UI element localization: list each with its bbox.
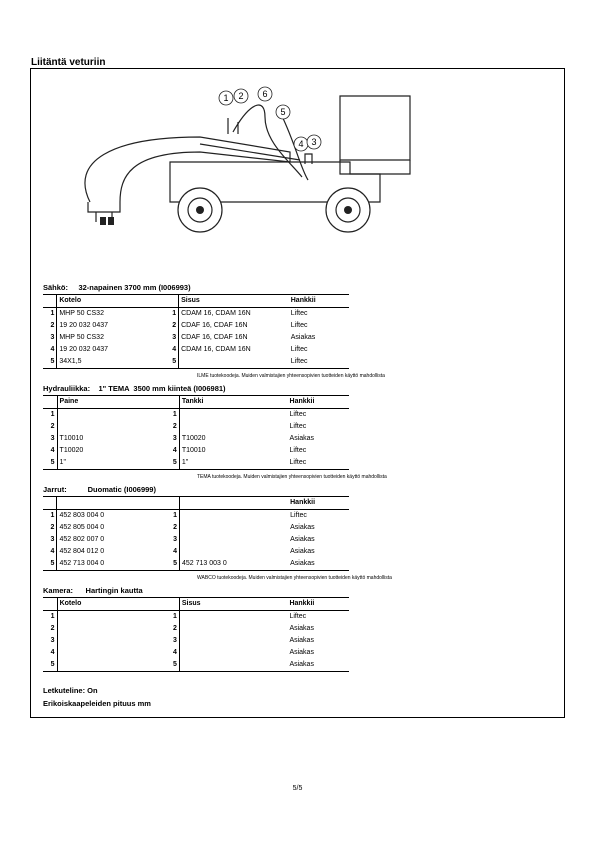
table-jarrut — [43, 496, 349, 571]
cell: CDAM 16, CDAM 16N — [179, 308, 289, 321]
section-spec: 32-napainen 3700 mm (I006993) — [78, 283, 191, 292]
cell: Asiakas — [287, 659, 349, 672]
table-row — [43, 623, 349, 635]
cell: CDAF 16, CDAF 16N — [179, 320, 289, 332]
section-hydrauliikka — [43, 384, 226, 393]
cell: MHP 50 CS32 — [57, 332, 165, 344]
cell: 1" — [179, 457, 287, 470]
cell — [57, 623, 165, 635]
callout-6: 6 — [262, 89, 268, 99]
cell: Liftec — [289, 447, 307, 454]
table-row — [43, 445, 349, 457]
table-row — [43, 433, 349, 445]
cell: Liftec — [290, 346, 308, 353]
page-title: Liitäntä veturiin — [31, 57, 106, 68]
row-number: 2 — [50, 625, 55, 632]
row-number: 3 — [172, 334, 177, 341]
callout-1: 1 — [223, 93, 229, 103]
table-row — [43, 534, 349, 546]
cell — [57, 647, 165, 659]
cell: 452 804 012 0 — [57, 546, 166, 558]
row-number: 2 — [172, 423, 177, 430]
row-number: 4 — [50, 346, 55, 353]
page-number: 5/5 — [292, 785, 303, 792]
table-row — [43, 421, 349, 433]
cell: 452 805 004 0 — [57, 522, 166, 534]
cell: 452 803 004 0 — [57, 510, 166, 523]
section-spec: 1" TEMA 3500 mm kiinteä (I006981) — [98, 384, 226, 393]
cell: Liftec — [290, 322, 308, 329]
table-row — [43, 457, 349, 470]
table-note: WABCO tuotekoodeja. Muiden valmistajien yhteensopivien tuotteiden käyttö mahdollista — [197, 575, 392, 581]
row-number: 3 — [173, 536, 177, 543]
cell: Liftec — [289, 423, 307, 430]
row-number: 5 — [43, 659, 57, 672]
letkuteline-text: Letkuteline: On — [43, 686, 98, 695]
cell: Liftec — [290, 310, 308, 317]
cell: Liftec — [289, 613, 307, 620]
cell: 452 713 003 0 — [180, 558, 289, 571]
row-number: 1 — [50, 512, 55, 519]
cell: 34X1,5 — [57, 356, 165, 369]
header-col2: Sisus — [179, 295, 289, 308]
cell: Asiakas — [289, 625, 314, 632]
cell — [180, 546, 289, 558]
row-number: 4 — [173, 548, 177, 555]
row-number: 3 — [172, 637, 177, 644]
row-number: 1 — [172, 613, 177, 620]
header-col3: Hankkii — [289, 295, 349, 308]
cell: Asiakas — [289, 649, 314, 656]
row-number: 1 — [172, 310, 177, 317]
table-row — [43, 332, 349, 344]
table-row — [43, 522, 349, 534]
erikoiskaapelit-text: Erikoiskaapeleiden pituus mm — [43, 699, 151, 708]
header-col2: Sisus — [179, 598, 287, 611]
cell — [57, 635, 165, 647]
callout-5: 5 — [280, 107, 286, 117]
section-jarrut — [43, 485, 156, 494]
table-hydrauliikka — [43, 395, 349, 470]
table-row — [43, 647, 349, 659]
row-number: 4 — [50, 548, 55, 555]
row-number: 1 — [50, 310, 55, 317]
row-number: 2 — [50, 322, 55, 329]
cell — [179, 635, 287, 647]
row-number: 4 — [50, 447, 55, 454]
table-row — [43, 546, 349, 558]
header-col3: Hankkii — [288, 497, 349, 510]
row-number: 5 — [165, 659, 179, 672]
row-number: 4 — [50, 649, 55, 656]
row-number: 5 — [165, 356, 179, 369]
cell: Asiakas — [290, 524, 315, 531]
table-header — [43, 497, 349, 510]
cell: T10020 — [57, 445, 165, 457]
cell: CDAF 16, CDAF 16N — [179, 332, 289, 344]
cell — [179, 623, 287, 635]
header-col1 — [57, 497, 166, 510]
row-number: 3 — [172, 435, 177, 442]
cell: 19 20 032 0437 — [57, 344, 165, 356]
cell: Asiakas — [289, 637, 314, 644]
cell — [57, 409, 165, 422]
section-label: Hydrauliikka: — [43, 384, 91, 393]
cell: 452 802 007 0 — [57, 534, 166, 546]
table-row — [43, 635, 349, 647]
table-header — [43, 295, 349, 308]
table-header — [43, 598, 349, 611]
cell: Liftec — [288, 457, 349, 470]
header-col1: Paine — [57, 396, 165, 409]
row-number: 3 — [50, 334, 55, 341]
cell — [179, 647, 287, 659]
row-number: 2 — [50, 423, 55, 430]
section-spec: Hartingin kautta — [85, 586, 143, 595]
row-number: 1 — [173, 512, 177, 519]
cell: Asiakas — [288, 558, 349, 571]
cell — [179, 409, 287, 422]
row-number: 4 — [172, 447, 177, 454]
table-note: ILME tuotekoodeja. Muiden valmistajien yhteensopivien tuotteiden käyttö mahdollista — [197, 373, 385, 379]
row-number: 5 — [43, 558, 57, 571]
table-row — [43, 558, 349, 571]
header-col2: Tankki — [179, 396, 287, 409]
section-kamera — [43, 586, 143, 595]
cell — [179, 611, 287, 624]
table-note: TEMA tuotekoodeja. Muiden valmistajien yhteensopivien tuotteiden käyttö mahdollista — [197, 474, 387, 480]
header-col1: Kotelo — [57, 598, 165, 611]
cell — [57, 611, 165, 624]
section-label: Jarrut: — [43, 485, 67, 494]
row-number: 1 — [50, 411, 55, 418]
section-sahko — [43, 283, 191, 292]
cell — [179, 356, 289, 369]
section-spec: Duomatic (I006999) — [87, 485, 156, 494]
cell: 452 713 004 0 — [57, 558, 166, 571]
cell: T10010 — [179, 445, 287, 457]
cell: CDAM 16, CDAM 16N — [179, 344, 289, 356]
row-number: 3 — [50, 435, 55, 442]
cell: Liftec — [289, 356, 349, 369]
callout-4: 4 — [298, 139, 304, 149]
row-number: 2 — [172, 322, 177, 329]
cell — [57, 659, 165, 672]
table-row — [43, 611, 349, 624]
row-number: 5 — [43, 457, 57, 470]
row-number: 2 — [173, 524, 177, 531]
cell: T10010 — [57, 433, 165, 445]
cell — [180, 522, 289, 534]
cell: Asiakas — [290, 334, 316, 341]
table-sahko — [43, 294, 349, 369]
row-number: 3 — [50, 536, 55, 543]
cell — [179, 421, 287, 433]
header-col3: Hankkii — [288, 396, 349, 409]
section-label: Kamera: — [43, 586, 74, 595]
callout-2: 2 — [238, 91, 244, 101]
vehicle-drawing — [50, 82, 450, 252]
cell: T10020 — [179, 433, 287, 445]
cell: 1" — [57, 457, 165, 470]
cell: Asiakas — [290, 548, 315, 555]
row-number: 5 — [166, 558, 180, 571]
row-number: 1 — [172, 411, 177, 418]
cell — [57, 421, 165, 433]
table-row — [43, 356, 349, 369]
table-row — [43, 344, 349, 356]
callout-3: 3 — [311, 137, 317, 147]
table-row — [43, 510, 349, 523]
cell: Liftec — [290, 512, 307, 519]
cell: Asiakas — [290, 536, 315, 543]
row-number: 4 — [172, 649, 177, 656]
table-row — [43, 659, 349, 672]
header-col1: Kotelo — [57, 295, 165, 308]
table-header — [43, 396, 349, 409]
cell — [179, 659, 287, 672]
row-number: 1 — [50, 613, 55, 620]
table-row — [43, 409, 349, 422]
row-number: 5 — [165, 457, 179, 470]
row-number: 5 — [43, 356, 57, 369]
row-number: 2 — [172, 625, 177, 632]
row-number: 4 — [172, 346, 177, 353]
row-number: 3 — [50, 637, 55, 644]
table-row — [43, 308, 349, 321]
cell: MHP 50 CS32 — [57, 308, 165, 321]
cell — [180, 534, 289, 546]
section-label: Sähkö: — [43, 283, 69, 292]
cell: 19 20 032 0437 — [57, 320, 165, 332]
cell: Asiakas — [289, 435, 315, 442]
row-number: 2 — [50, 524, 55, 531]
cell — [180, 510, 289, 523]
table-row — [43, 320, 349, 332]
header-col3: Hankkii — [287, 598, 349, 611]
header-col2 — [180, 497, 289, 510]
table-kamera — [43, 597, 349, 672]
cell: Liftec — [289, 411, 307, 418]
